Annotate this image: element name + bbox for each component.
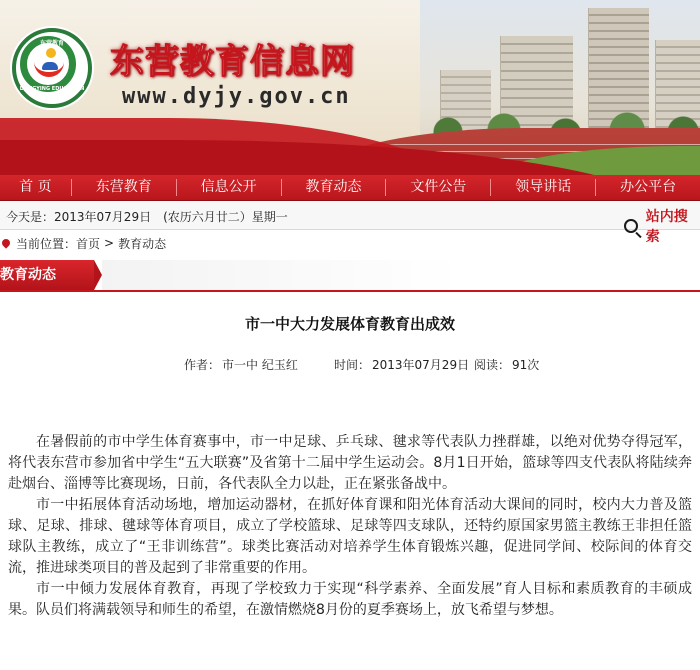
article-paragraph: 市一中拓展体育活动场地，增加运动器材，在抓好体育课和阳光体育活动大课间的同时，校内大力普及篮球、足球、排球、毽球等体育项目，成立了学校篮球、足球等四支球队，还特约原国家男篮主教练王非担任篮球队主教练，成立了“王非训练营”。球类比赛活动对培养学生体育锻炼兴趣，促进同学间、校际间的体育交流，推进球类项目的普及起到了非常重要的作用。 [8,497,692,576]
breadcrumb-separator: > [104,236,115,250]
site-search-label[interactable]: 站内搜索 [645,209,688,245]
article-views: 91次 [512,358,540,372]
breadcrumb-prefix: 当前位置： [16,236,77,251]
logo-text-bottom: DONGYING EDUCATION [19,86,85,92]
article-paragraph: 市一中倾力发展体育教育，再现了学校致力于实现“科学素养、全面发展”育人目标和素质教育的丰硕成果。队员们将满载领导和师生的希望，在激情燃烧8月份的夏季赛场上，放飞希望与梦想。 [8,581,692,618]
nav-item-office-platform[interactable]: 办公平台 [620,179,677,195]
site-url: www.dyjy.gov.cn [122,84,351,109]
article-paragraph: 在暑假前的市中学生体育赛事中，市一中足球、乒乓球、毽求等代表队力挫群雄，以绝对优势夺得冠军，将代表东营市参加省中学生“五大联赛”及省第十二届中学生运动会。8月1日开始，篮球等四支代表队将陆续奔赴烟台、淄博等比赛现场，日前，各代表队全力以赴，正在紧张备战中。 [8,434,692,492]
breadcrumb-current[interactable]: 教育动态 [118,236,167,251]
site-search-button[interactable] [624,206,700,246]
nav-item-education-news[interactable]: 教育动态 [305,179,362,195]
section-header [0,260,700,292]
main-nav [0,175,700,201]
article-time: 2013年07月29日 [372,358,470,372]
site-title: 东营教育信息网 [110,42,355,82]
breadcrumb-home-link[interactable]: 首页 [76,236,101,251]
nav-item-announcements[interactable]: 文件公告 [410,179,467,195]
location-pin-icon [0,237,11,248]
site-banner [0,0,700,175]
article-author-label: 作者： [184,358,221,372]
article-time-label: 时间： [334,358,371,372]
search-icon[interactable] [624,219,638,233]
section-header-bar [102,260,700,290]
logo-book-icon [42,62,58,70]
current-date: 今天是：2013年07月29日 (农历六月廿二）星期一 [6,210,288,224]
breadcrumb [0,233,166,253]
article-author: 市一中 纪玉红 [222,358,298,372]
nav-item-leader-speeches[interactable]: 领导讲话 [515,179,572,195]
article-body [8,432,692,621]
logo-text-top: 东营教育 [39,40,64,47]
article-views-label: 阅读： [474,358,511,372]
nav-item-home[interactable]: 首 页 [19,179,52,195]
site-logo[interactable] [12,28,92,108]
section-title: 教育动态 [0,260,94,290]
nav-item-info-disclosure[interactable]: 信息公开 [200,179,257,195]
article-title: 市一中大力发展体育教育出成效 [244,315,455,333]
nav-item-dongying-education[interactable]: 东营教育 [95,179,152,195]
